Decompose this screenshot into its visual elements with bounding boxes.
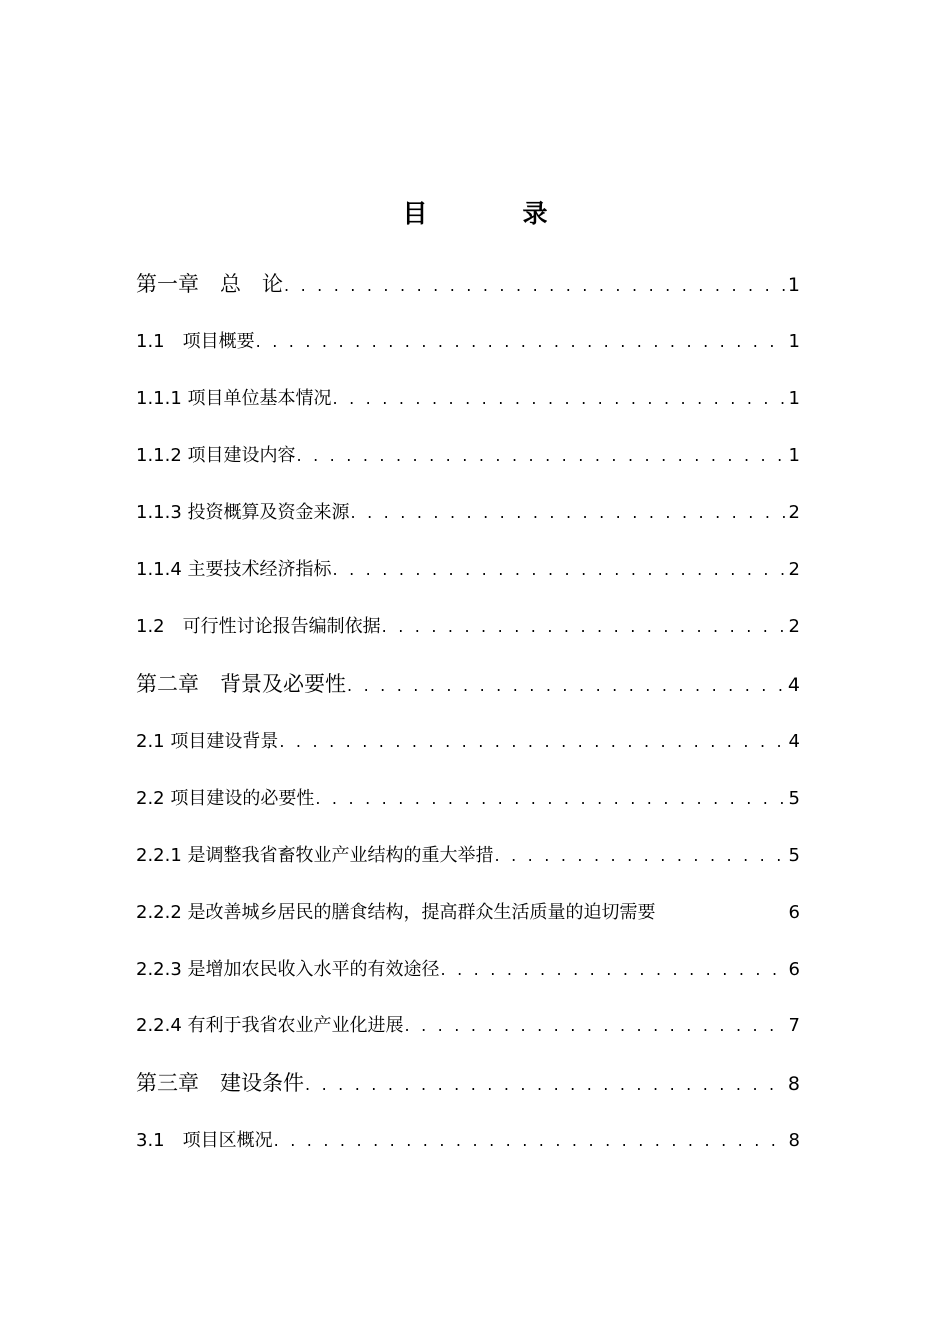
toc-entry-1-1-3[interactable] — [136, 498, 800, 532]
toc-page-number: 4 — [788, 731, 800, 752]
toc-entry-text: 2.2.4 有利于我省农业产业化进展 — [136, 1015, 404, 1036]
toc-dot-leader — [333, 389, 786, 408]
toc-entry-1-1-2[interactable] — [136, 441, 800, 475]
toc-entry-text: 第二章 背景及必要性 — [136, 672, 346, 696]
toc-dot-leader — [256, 332, 786, 351]
toc-entry-1-1-1[interactable] — [136, 384, 800, 418]
toc-entry-2-2-3[interactable] — [136, 955, 800, 989]
toc-page-number: 5 — [788, 788, 800, 809]
toc-entry-2-1[interactable] — [136, 727, 800, 761]
toc-page-number: 6 — [788, 959, 800, 980]
toc-title-second-char: 录 — [522, 199, 548, 228]
toc-dot-leader — [495, 846, 786, 865]
toc-dot-leader — [441, 960, 786, 979]
toc-entry-3-1[interactable] — [136, 1126, 800, 1160]
toc-dot-leader — [382, 617, 786, 636]
toc-title-first-char: 目 — [402, 199, 428, 228]
toc-entry-text: 1.2 可行性讨论报告编制依据 — [136, 616, 381, 637]
toc-page-number: 2 — [788, 616, 800, 637]
toc-page-number: 8 — [788, 1130, 800, 1151]
toc-dot-leader — [305, 1075, 785, 1094]
toc-entry-chapter-2[interactable] — [136, 668, 800, 702]
toc-entry-text: 第一章 总 论 — [136, 272, 283, 296]
toc-entry-2-2-2[interactable] — [136, 898, 800, 932]
toc-dot-leader — [297, 446, 786, 465]
toc-entry-text: 2.2.1 是调整我省畜牧业产业结构的重大举措 — [136, 845, 494, 866]
toc-entry-chapter-3[interactable] — [136, 1067, 800, 1101]
toc-entry-text: 1.1 项目概要 — [136, 331, 255, 352]
toc-title — [0, 194, 950, 234]
toc-entry-1-1-4[interactable] — [136, 555, 800, 589]
toc-dot-leader — [284, 276, 785, 295]
toc-entry-text: 1.1.4 主要技术经济指标 — [136, 559, 332, 580]
toc-page-number: 6 — [788, 902, 800, 923]
toc-entry-2-2-4[interactable] — [136, 1011, 800, 1045]
toc-entry-1-1[interactable] — [136, 327, 800, 361]
toc-entry-text: 第三章 建设条件 — [136, 1071, 304, 1095]
toc-dot-leader — [274, 1131, 786, 1150]
toc-page-number: 2 — [788, 559, 800, 580]
toc-entry-text: 1.1.3 投资概算及资金来源 — [136, 502, 350, 523]
toc-entry-1-2[interactable] — [136, 612, 800, 646]
toc-dot-leader — [351, 503, 786, 522]
toc-dot-leader — [279, 732, 785, 751]
toc-page-number: 1 — [788, 388, 800, 409]
toc-dot-leader — [333, 560, 786, 579]
toc-entry-chapter-1[interactable] — [136, 268, 800, 302]
toc-entry-text: 1.1.2 项目建设内容 — [136, 445, 296, 466]
toc-entry-text: 2.2 项目建设的必要性 — [136, 788, 315, 809]
toc-dot-leader — [347, 676, 785, 695]
toc-page-number: 1 — [787, 274, 800, 296]
toc-page-number: 5 — [788, 845, 800, 866]
toc-dot-leader — [315, 789, 785, 808]
toc-entry-text: 2.2.2 是改善城乡居民的膳食结构，提高群众生活质量的迫切需要 — [136, 902, 656, 923]
toc-page-number: 1 — [788, 331, 800, 352]
toc-page-number: 2 — [788, 502, 800, 523]
toc-entry-2-2[interactable] — [136, 784, 800, 818]
toc-entry-2-2-1[interactable] — [136, 841, 800, 875]
toc-dot-leader — [405, 1016, 786, 1035]
toc-page-number: 1 — [788, 445, 800, 466]
toc-page-number: 8 — [787, 1073, 800, 1095]
toc-entry-text: 1.1.1 项目单位基本情况 — [136, 388, 332, 409]
toc-entry-text: 2.2.3 是增加农民收入水平的有效途径 — [136, 959, 440, 980]
toc-page-number: 7 — [788, 1015, 800, 1036]
toc-entry-text: 3.1 项目区概况 — [136, 1130, 273, 1151]
toc-page-number: 4 — [787, 674, 800, 696]
toc-entry-text: 2.1 项目建设背景 — [136, 731, 279, 752]
